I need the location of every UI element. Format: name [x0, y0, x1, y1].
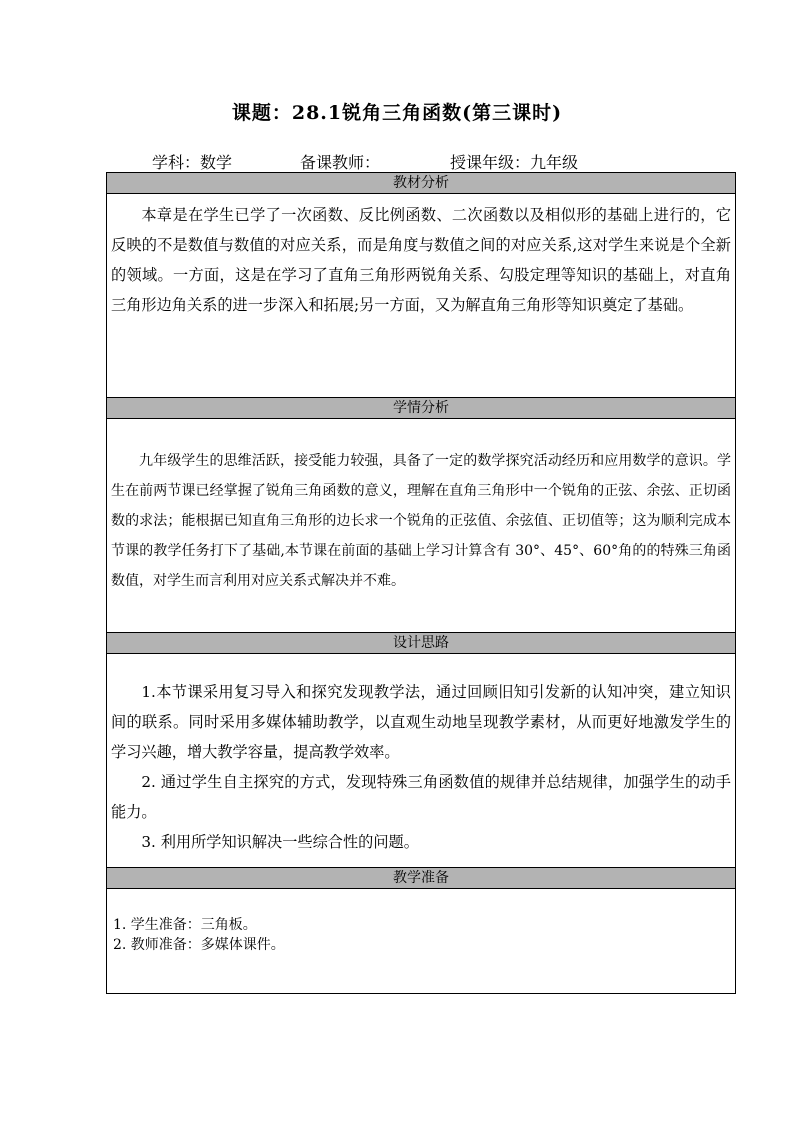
- section-body-design-ideas: [107, 654, 735, 868]
- grade-label: 授课年级：九年级: [450, 153, 579, 172]
- section-body-textbook-analysis: [107, 194, 735, 398]
- section-heading-textbook-analysis: 教材分析: [107, 173, 735, 194]
- paragraph: 3. 利用所学知识解决一些综合性的问题。: [141, 833, 419, 851]
- subject-label: 学科：数学: [152, 153, 233, 172]
- lesson-plan-table: [106, 172, 736, 994]
- meta-line: [152, 150, 578, 173]
- section-body-teaching-preparation: [107, 889, 735, 993]
- paragraph: 九年级学生的思维活跃，接受能力较强，具备了一定的数学探究活动经历和应用数学的意识。学生在前两节课已经掌握了锐角三角函数的意义，理解在直角三角形中一个锐角的正弦、余弦、正切函数的求法；能根据已知直角三角形的边长求一个锐角的正弦值、余弦值、正切值等；这为顺利完成本节课的教学任务打下了基础,本节课在前面的基础上学习计算含有 30°、45°、60°角的的特殊三角函数值，对学生而言利用对应关系式解决并不难。: [111, 453, 731, 589]
- list-item: 2. 教师准备：多媒体课件。: [113, 937, 285, 953]
- paragraph: 2. 通过学生自主探究的方式，发现特殊三角函数值的规律并总结规律，加强学生的动手能力。: [111, 773, 731, 821]
- paragraph: 1.本节课采用复习导入和探究发现教学法，通过回顾旧知引发新的认知冲突，建立知识间的联系。同时采用多媒体辅助教学，以直观生动地呈现教学素材，从而更好地激发学生的学习兴趣，增大教学容量，提高教学效率。: [111, 683, 731, 761]
- section-heading-design-ideas: 设计思路: [107, 633, 735, 654]
- paragraph: 本章是在学生已学了一次函数、反比例函数、二次函数以及相似形的基础上进行的，它反映的不是数值与数值的对应关系，而是角度与数值之间的对应关系,这对学生来说是个全新的领域。一方面，这是在学习了直角三角形两锐角关系、勾股定理等知识的基础上，对直角三角形边角关系的进一步深入和拓展;另一方面，又为解直角三角形等知识奠定了基础。: [111, 206, 731, 314]
- section-body-student-analysis: [107, 419, 735, 633]
- section-heading-student-analysis: 学情分析: [107, 398, 735, 419]
- page-title: 课题：28.1锐角三角函数(第三课时): [231, 102, 563, 124]
- teacher-label: 备课教师：: [300, 153, 381, 172]
- section-heading-teaching-preparation: 教学准备: [107, 868, 735, 889]
- list-item: 1. 学生准备：三角板。: [113, 917, 257, 933]
